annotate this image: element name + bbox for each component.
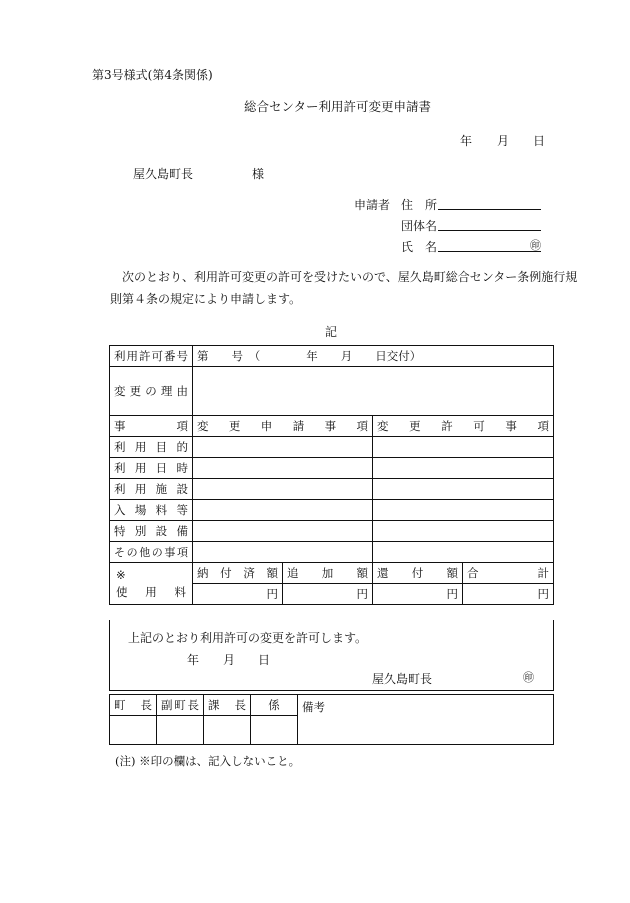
fee-col-additional: 追加額 (283, 563, 373, 584)
table-row (110, 500, 554, 521)
approval-month: 月 (223, 653, 236, 667)
row-label-other: その他の事項 (110, 542, 193, 563)
table-row (110, 521, 554, 542)
date-month: 月 (497, 134, 510, 148)
col-change-permit-header: 変更許可事項 (373, 416, 554, 437)
group-label: 団体名 (401, 219, 438, 233)
stamp-label-mayor: 町長 (110, 695, 157, 716)
change-permit-cell[interactable] (373, 437, 554, 458)
change-request-cell[interactable] (193, 542, 373, 563)
row-label-datetime: 利用日時 (110, 458, 193, 479)
change-permit-cell[interactable] (373, 458, 554, 479)
fee-col-paid: 納付済額 (193, 563, 283, 584)
fee-col-total: 合計 (463, 563, 554, 584)
approval-seal-icon: ㊞ (523, 671, 534, 684)
fee-label: 使用料 (116, 584, 186, 599)
row-label-facility: 利用施設 (110, 479, 193, 500)
fee-col-refund: 還付額 (373, 563, 463, 584)
table-row (110, 479, 554, 500)
table-row (110, 542, 554, 563)
fee-refund-value[interactable]: 円 (373, 584, 463, 605)
fee-header-row (110, 563, 554, 584)
permit-number-row (110, 346, 554, 367)
remarks-cell[interactable] (298, 695, 554, 745)
fee-paid-value[interactable]: 円 (193, 584, 283, 605)
ki-heading: 記 (325, 325, 338, 339)
change-permit-cell[interactable] (373, 542, 554, 563)
stamp-box-section-chief[interactable] (204, 716, 251, 745)
fee-label-cell (110, 563, 193, 605)
date-day: 日 (533, 134, 546, 148)
reason-label: 変更の理由 (110, 367, 193, 416)
fee-additional-value[interactable]: 円 (283, 584, 373, 605)
address-field[interactable] (438, 209, 541, 210)
remarks-label: 備考 (302, 700, 325, 714)
stamp-table (109, 694, 554, 745)
change-permit-cell[interactable] (373, 521, 554, 542)
date-year: 年 (460, 134, 473, 148)
table-row (110, 437, 554, 458)
name-field[interactable] (438, 251, 541, 252)
page-title: 総合センター利用許可変更申請書 (244, 99, 432, 114)
approval-box (109, 620, 554, 691)
change-request-cell[interactable] (193, 458, 373, 479)
row-label-purpose: 利用目的 (110, 437, 193, 458)
approval-mayor: 屋久島町長 (372, 672, 433, 686)
approval-text: 上記のとおり利用許可の変更を許可します。 (128, 631, 368, 645)
applicant-seal-icon: ㊞ (530, 239, 541, 252)
header-row (110, 416, 554, 437)
address-label: 住 所 (401, 198, 438, 212)
stamp-label-section-chief: 課長 (204, 695, 251, 716)
col-item-header: 事項 (110, 416, 193, 437)
reason-field[interactable] (193, 367, 554, 416)
approval-year: 年 (187, 653, 200, 667)
stamp-box-deputy[interactable] (157, 716, 204, 745)
addressee-honorific: 様 (252, 167, 265, 181)
stamp-box-staff[interactable] (251, 716, 298, 745)
form-number: 第3号様式(第4条関係) (92, 68, 213, 82)
reason-row (110, 367, 554, 416)
table-row (110, 458, 554, 479)
stamp-box-mayor[interactable] (110, 716, 157, 745)
application-table (109, 345, 554, 605)
stamp-label-deputy: 副町長 (157, 695, 204, 716)
change-request-cell[interactable] (193, 521, 373, 542)
row-label-special-equipment: 特別設備 (110, 521, 193, 542)
addressee-name: 屋久島町長 (133, 167, 194, 181)
fee-mark: ※ (116, 567, 126, 582)
permit-number-value[interactable]: 第 号 （ 年 月 日交付） (193, 346, 554, 367)
change-request-cell[interactable] (193, 479, 373, 500)
approval-day: 日 (258, 653, 271, 667)
change-permit-cell[interactable] (373, 479, 554, 500)
change-request-cell[interactable] (193, 500, 373, 521)
change-permit-cell[interactable] (373, 500, 554, 521)
row-label-admission: 入場料等 (110, 500, 193, 521)
stamp-label-staff: 係 (251, 695, 298, 716)
body-text-line2: 則第４条の規定により申請します。 (110, 292, 302, 306)
col-change-request-header: 変更申請事項 (193, 416, 373, 437)
footnote: (注) ※印の欄は、記入しないこと。 (115, 754, 301, 768)
body-text-line1: 次のとおり、利用許可変更の許可を受けたいので、屋久島町総合センター条例施行規 (122, 270, 578, 284)
applicant-label: 申請者 (354, 198, 391, 212)
change-request-cell[interactable] (193, 437, 373, 458)
name-label: 氏 名 (401, 240, 438, 254)
permit-number-label: 利用許可番号 (110, 346, 193, 367)
fee-total-value[interactable]: 円 (463, 584, 554, 605)
group-field[interactable] (438, 230, 541, 231)
